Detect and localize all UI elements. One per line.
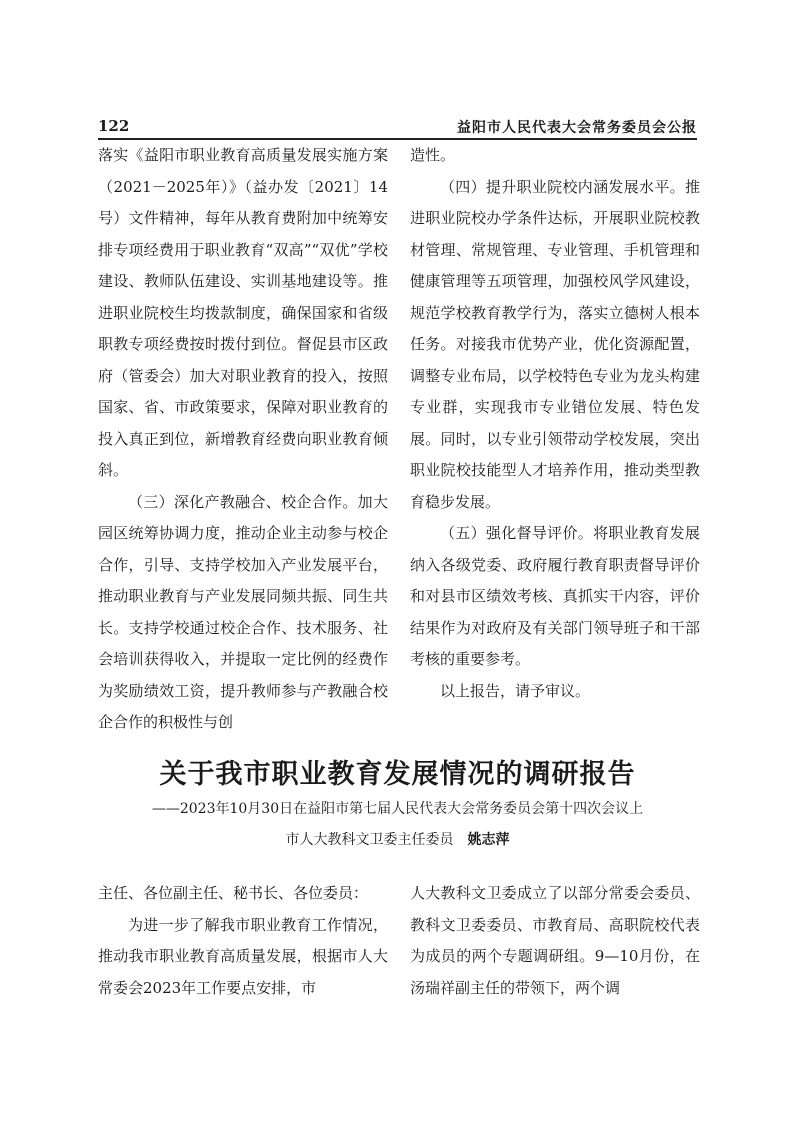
author-role: 市人大教科文卫委主任委员 — [285, 832, 454, 848]
paragraph: 造性。 — [410, 146, 456, 164]
bottom-left-column — [98, 878, 388, 1004]
bottom-right-column — [410, 878, 700, 1004]
top-right-column — [410, 140, 700, 707]
paragraph-section-four: （四）提升职业院校内涵发展水平。推进职业院校办学条件达标，开展职业院校教材管理、常规管理、专业管理、手机管理和健康管理等五项管理，加强校风学风建设，规范学校教育教学行为，落实立德树人根本任务。对接我市优势产业，优化资源配置，调整专业布局，以学校特色专业为龙头构建专业群，实现我市专业错位发展、特色发展。同时，以专业引领带动学校发展，突出职业院校技能型人才培养作用，推动类型教育稳步发展。 — [410, 177, 700, 511]
page-header — [98, 117, 697, 139]
article-subtitle: ——2023年10月30日在益阳市第七届人民代表大会常务委员会第十四次会议上 — [151, 801, 644, 817]
paragraph-section-five: （五）强化督导评价。将职业教育发展纳入各级党委、政府履行教育职责督导评价和对县市区绩效考核、真抓实干内容，评价结果作为对政府及有关部门领导班子和干部考核的重要参考。 — [410, 524, 700, 668]
paragraph-closing: 以上报告，请予审议。 — [440, 681, 591, 700]
salutation: 主任、各位副主任、秘书长、各位委员： — [98, 884, 369, 902]
page-number: 122 — [98, 117, 130, 135]
paragraph: 人大教科文卫委成立了以部分常委会委员、教科文卫委委员、市教育局、高职院校代表为成员的两个专题调研组。9—10月份，在汤瑞祥副主任的带领下，两个调 — [410, 884, 700, 997]
journal-title: 益阳市人民代表大会常务委员会公报 — [457, 120, 697, 136]
author-name: 姚志萍 — [467, 832, 510, 848]
paragraph: 为进一步了解我市职业教育工作情况，推动我市职业教育高质量发展，根据市人大常委会2023年工作要点安排，市 — [98, 915, 388, 997]
paragraph: 落实《益阳市职业教育高质量发展实施方案（2021－2025年）》（益办发〔2021〕14号）文件精神，每年从教育费附加中统筹安排专项经费用于职业教育“双高”“双优”学校建设、教师队伍建设、实训基地建设等。推进职业院校生均拨款制度，确保国家和省级职教专项经费按时拨付到位。督促县市区政府（管委会）加大对职业教育的投入，按照国家、省、市政策要求，保障对职业教育的投入真正到位，新增教育经费向职业教育倾斜。 — [98, 146, 388, 479]
article-byline — [98, 829, 697, 849]
paragraph-section-three: （三）深化产教融合、校企合作。加大园区统筹协调力度，推动企业主动参与校企合作，引导、支持学校加入产业发展平台，推动职业教育与产业发展同频共振、同生共长。支持学校通过校企合作、技术服务、社会培训获得收入，并提取一定比例的经费作为奖励绩效工资，提升教师参与产教融合校企合作的积极性与创 — [98, 492, 388, 731]
top-left-column — [98, 140, 388, 739]
article-title: 关于我市职业教育发展情况的调研报告 — [159, 759, 636, 790]
